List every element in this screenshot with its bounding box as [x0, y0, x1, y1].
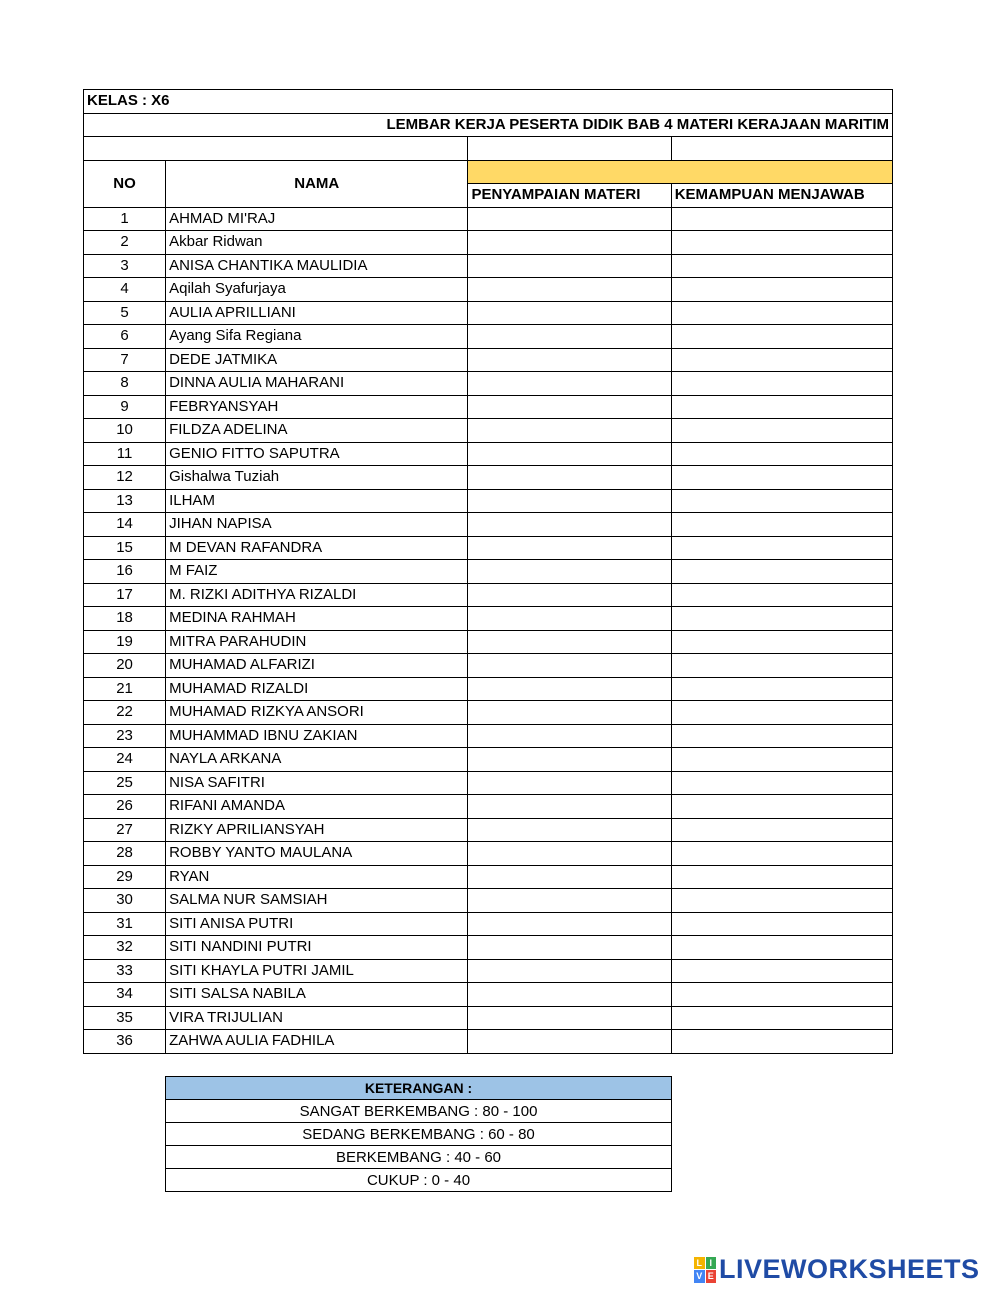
student-no: 1 [84, 207, 166, 231]
penyampaian-materi-cell[interactable] [468, 654, 671, 678]
student-no: 20 [84, 654, 166, 678]
penyampaian-materi-cell[interactable] [468, 983, 671, 1007]
student-name: GENIO FITTO SAPUTRA [166, 442, 468, 466]
penyampaian-materi-cell[interactable] [468, 254, 671, 278]
keterangan-item: SANGAT BERKEMBANG : 80 - 100 [166, 1100, 672, 1123]
penyampaian-materi-cell[interactable] [468, 842, 671, 866]
student-no: 3 [84, 254, 166, 278]
logo-text: LIVEWORKSHEETS [719, 1254, 980, 1284]
table-row [84, 936, 893, 960]
logo-icon-tile: I [706, 1257, 717, 1270]
student-no: 36 [84, 1030, 166, 1054]
table-row [84, 795, 893, 819]
kemampuan-menjawab-cell[interactable] [671, 583, 892, 607]
penyampaian-materi-cell[interactable] [468, 583, 671, 607]
student-no: 5 [84, 301, 166, 325]
student-no: 31 [84, 912, 166, 936]
student-name: M FAIZ [166, 560, 468, 584]
worksheet-title: LEMBAR KERJA PESERTA DIDIK BAB 4 MATERI KERAJAAN MARITIM [84, 113, 893, 137]
student-no: 34 [84, 983, 166, 1007]
table-row [84, 748, 893, 772]
kemampuan-menjawab-cell[interactable] [671, 1030, 892, 1054]
kelas-label: KELAS : X6 [84, 90, 893, 114]
table-row [84, 983, 893, 1007]
student-no: 25 [84, 771, 166, 795]
student-name: Gishalwa Tuziah [166, 466, 468, 490]
penyampaian-materi-cell[interactable] [468, 607, 671, 631]
kemampuan-menjawab-cell[interactable] [671, 372, 892, 396]
student-no: 32 [84, 936, 166, 960]
table-row [84, 536, 893, 560]
penyampaian-materi-cell[interactable] [468, 442, 671, 466]
penyampaian-materi-cell[interactable] [468, 301, 671, 325]
kemampuan-menjawab-cell[interactable] [671, 325, 892, 349]
student-no: 35 [84, 1006, 166, 1030]
penyampaian-materi-cell[interactable] [468, 724, 671, 748]
kemampuan-menjawab-cell[interactable] [671, 254, 892, 278]
student-no: 6 [84, 325, 166, 349]
student-no: 30 [84, 889, 166, 913]
header-penyampaian-materi: PENYAMPAIAN MATERI [468, 184, 671, 208]
penyampaian-materi-cell[interactable] [468, 489, 671, 513]
liveworksheets-icon [694, 1257, 716, 1283]
student-no: 7 [84, 348, 166, 372]
kemampuan-menjawab-cell[interactable] [671, 489, 892, 513]
kemampuan-menjawab-cell[interactable] [671, 912, 892, 936]
blank-cell [468, 137, 671, 161]
table-row [84, 959, 893, 983]
student-no: 21 [84, 677, 166, 701]
student-name: ZAHWA AULIA FADHILA [166, 1030, 468, 1054]
student-no: 22 [84, 701, 166, 725]
student-table [83, 89, 893, 1054]
student-name: ILHAM [166, 489, 468, 513]
penyampaian-materi-cell[interactable] [468, 207, 671, 231]
keterangan-row [166, 1123, 672, 1146]
student-no: 17 [84, 583, 166, 607]
kemampuan-menjawab-cell[interactable] [671, 466, 892, 490]
student-no: 24 [84, 748, 166, 772]
kemampuan-menjawab-cell[interactable] [671, 207, 892, 231]
kemampuan-menjawab-cell[interactable] [671, 701, 892, 725]
penyampaian-materi-cell[interactable] [468, 959, 671, 983]
penyampaian-materi-cell[interactable] [468, 795, 671, 819]
student-no: 14 [84, 513, 166, 537]
penyampaian-materi-cell[interactable] [468, 325, 671, 349]
kemampuan-menjawab-cell[interactable] [671, 748, 892, 772]
kemampuan-menjawab-cell[interactable] [671, 607, 892, 631]
student-no: 2 [84, 231, 166, 255]
liveworksheets-logo [694, 1254, 980, 1285]
student-name: Ayang Sifa Regiana [166, 325, 468, 349]
student-name: M DEVAN RAFANDRA [166, 536, 468, 560]
penyampaian-materi-cell[interactable] [468, 1030, 671, 1054]
student-name: JIHAN NAPISA [166, 513, 468, 537]
student-no: 15 [84, 536, 166, 560]
kemampuan-menjawab-cell[interactable] [671, 818, 892, 842]
table-row [84, 560, 893, 584]
kemampuan-menjawab-cell[interactable] [671, 865, 892, 889]
penyampaian-materi-cell[interactable] [468, 395, 671, 419]
student-name: DEDE JATMIKA [166, 348, 468, 372]
header-row-top [84, 160, 893, 184]
student-name: AULIA APRILLIANI [166, 301, 468, 325]
penyampaian-materi-cell[interactable] [468, 1006, 671, 1030]
table-row [84, 818, 893, 842]
table-row [84, 677, 893, 701]
table-row [84, 889, 893, 913]
penyampaian-materi-cell[interactable] [468, 419, 671, 443]
student-name: VIRA TRIJULIAN [166, 1006, 468, 1030]
penyampaian-materi-cell[interactable] [468, 513, 671, 537]
table-row [84, 842, 893, 866]
penyampaian-materi-cell[interactable] [468, 771, 671, 795]
blank-row [84, 137, 893, 161]
student-name: Akbar Ridwan [166, 231, 468, 255]
penyampaian-materi-cell[interactable] [468, 677, 671, 701]
penyampaian-materi-cell[interactable] [468, 865, 671, 889]
student-no: 19 [84, 630, 166, 654]
student-name: RYAN [166, 865, 468, 889]
table-row [84, 278, 893, 302]
kemampuan-menjawab-cell[interactable] [671, 278, 892, 302]
student-name: SITI SALSA NABILA [166, 983, 468, 1007]
kemampuan-menjawab-cell[interactable] [671, 959, 892, 983]
student-no: 13 [84, 489, 166, 513]
kemampuan-menjawab-cell[interactable] [671, 395, 892, 419]
table-row [84, 395, 893, 419]
kemampuan-menjawab-cell[interactable] [671, 630, 892, 654]
table-row [84, 207, 893, 231]
header-yellow-band [468, 160, 893, 184]
keterangan-table [165, 1076, 672, 1192]
table-row [84, 325, 893, 349]
penyampaian-materi-cell[interactable] [468, 912, 671, 936]
table-row [84, 771, 893, 795]
kemampuan-menjawab-cell[interactable] [671, 419, 892, 443]
table-row [84, 701, 893, 725]
student-no: 26 [84, 795, 166, 819]
student-name: SITI ANISA PUTRI [166, 912, 468, 936]
student-name: SITI KHAYLA PUTRI JAMIL [166, 959, 468, 983]
penyampaian-materi-cell[interactable] [468, 372, 671, 396]
kemampuan-menjawab-cell[interactable] [671, 442, 892, 466]
student-name: MITRA PARAHUDIN [166, 630, 468, 654]
table-row [84, 301, 893, 325]
keterangan-title: KETERANGAN : [166, 1077, 672, 1100]
keterangan-item: CUKUP : 0 - 40 [166, 1169, 672, 1192]
logo-icon-tile: V [694, 1270, 705, 1283]
student-name: FILDZA ADELINA [166, 419, 468, 443]
student-name: NAYLA ARKANA [166, 748, 468, 772]
student-no: 23 [84, 724, 166, 748]
penyampaian-materi-cell[interactable] [468, 701, 671, 725]
student-name: M. RIZKI ADITHYA RIZALDI [166, 583, 468, 607]
title-row [84, 113, 893, 137]
student-no: 33 [84, 959, 166, 983]
table-row [84, 865, 893, 889]
logo-icon-tile: E [706, 1270, 717, 1283]
table-row [84, 231, 893, 255]
kemampuan-menjawab-cell[interactable] [671, 231, 892, 255]
kemampuan-menjawab-cell[interactable] [671, 936, 892, 960]
student-no: 28 [84, 842, 166, 866]
penyampaian-materi-cell[interactable] [468, 560, 671, 584]
student-name: RIFANI AMANDA [166, 795, 468, 819]
student-no: 4 [84, 278, 166, 302]
header-kemampuan-menjawab: KEMAMPUAN MENJAWAB [671, 184, 892, 208]
table-row [84, 513, 893, 537]
student-name: ROBBY YANTO MAULANA [166, 842, 468, 866]
keterangan-box [165, 1076, 672, 1192]
student-name: MEDINA RAHMAH [166, 607, 468, 631]
penyampaian-materi-cell[interactable] [468, 278, 671, 302]
student-no: 16 [84, 560, 166, 584]
keterangan-item: BERKEMBANG : 40 - 60 [166, 1146, 672, 1169]
kelas-row [84, 90, 893, 114]
penyampaian-materi-cell[interactable] [468, 630, 671, 654]
kemampuan-menjawab-cell[interactable] [671, 348, 892, 372]
kemampuan-menjawab-cell[interactable] [671, 724, 892, 748]
student-name: AHMAD MI'RAJ [166, 207, 468, 231]
kemampuan-menjawab-cell[interactable] [671, 795, 892, 819]
table-row [84, 348, 893, 372]
penyampaian-materi-cell[interactable] [468, 536, 671, 560]
keterangan-row [166, 1146, 672, 1169]
table-row [84, 583, 893, 607]
student-no: 27 [84, 818, 166, 842]
kemampuan-menjawab-cell[interactable] [671, 536, 892, 560]
student-no: 12 [84, 466, 166, 490]
student-no: 29 [84, 865, 166, 889]
kemampuan-menjawab-cell[interactable] [671, 301, 892, 325]
table-row [84, 489, 893, 513]
penyampaian-materi-cell[interactable] [468, 231, 671, 255]
student-name: ANISA CHANTIKA MAULIDIA [166, 254, 468, 278]
table-row [84, 724, 893, 748]
student-name: SITI NANDINI PUTRI [166, 936, 468, 960]
table-row [84, 607, 893, 631]
student-name: SALMA NUR SAMSIAH [166, 889, 468, 913]
blank-cell [671, 137, 892, 161]
keterangan-item: SEDANG BERKEMBANG : 60 - 80 [166, 1123, 672, 1146]
kemampuan-menjawab-cell[interactable] [671, 1006, 892, 1030]
student-no: 18 [84, 607, 166, 631]
keterangan-row [166, 1169, 672, 1192]
table-row [84, 419, 893, 443]
penyampaian-materi-cell[interactable] [468, 818, 671, 842]
kemampuan-menjawab-cell[interactable] [671, 771, 892, 795]
blank-cell [84, 137, 468, 161]
student-name: MUHAMAD RIZKYA ANSORI [166, 701, 468, 725]
table-row [84, 912, 893, 936]
student-name: Aqilah Syafurjaya [166, 278, 468, 302]
student-name: MUHAMMAD IBNU ZAKIAN [166, 724, 468, 748]
kemampuan-menjawab-cell[interactable] [671, 560, 892, 584]
student-no: 11 [84, 442, 166, 466]
table-row [84, 1030, 893, 1054]
table-row [84, 466, 893, 490]
penyampaian-materi-cell[interactable] [468, 936, 671, 960]
kemampuan-menjawab-cell[interactable] [671, 654, 892, 678]
table-row [84, 630, 893, 654]
penyampaian-materi-cell[interactable] [468, 466, 671, 490]
header-nama: NAMA [166, 160, 468, 207]
kemampuan-menjawab-cell[interactable] [671, 842, 892, 866]
header-no: NO [84, 160, 166, 207]
student-name: RIZKY APRILIANSYAH [166, 818, 468, 842]
student-no: 9 [84, 395, 166, 419]
student-name: DINNA AULIA MAHARANI [166, 372, 468, 396]
student-no: 10 [84, 419, 166, 443]
table-row [84, 442, 893, 466]
student-name: MUHAMAD ALFARIZI [166, 654, 468, 678]
worksheet-table-wrapper [83, 89, 893, 1054]
kemampuan-menjawab-cell[interactable] [671, 983, 892, 1007]
keterangan-row [166, 1100, 672, 1123]
student-no: 8 [84, 372, 166, 396]
logo-icon-tile: L [694, 1257, 705, 1270]
kemampuan-menjawab-cell[interactable] [671, 889, 892, 913]
kemampuan-menjawab-cell[interactable] [671, 513, 892, 537]
penyampaian-materi-cell[interactable] [468, 748, 671, 772]
table-row [84, 254, 893, 278]
student-name: FEBRYANSYAH [166, 395, 468, 419]
penyampaian-materi-cell[interactable] [468, 889, 671, 913]
student-name: MUHAMAD RIZALDI [166, 677, 468, 701]
student-name: NISA SAFITRI [166, 771, 468, 795]
table-row [84, 1006, 893, 1030]
table-row [84, 654, 893, 678]
table-row [84, 372, 893, 396]
penyampaian-materi-cell[interactable] [468, 348, 671, 372]
kemampuan-menjawab-cell[interactable] [671, 677, 892, 701]
